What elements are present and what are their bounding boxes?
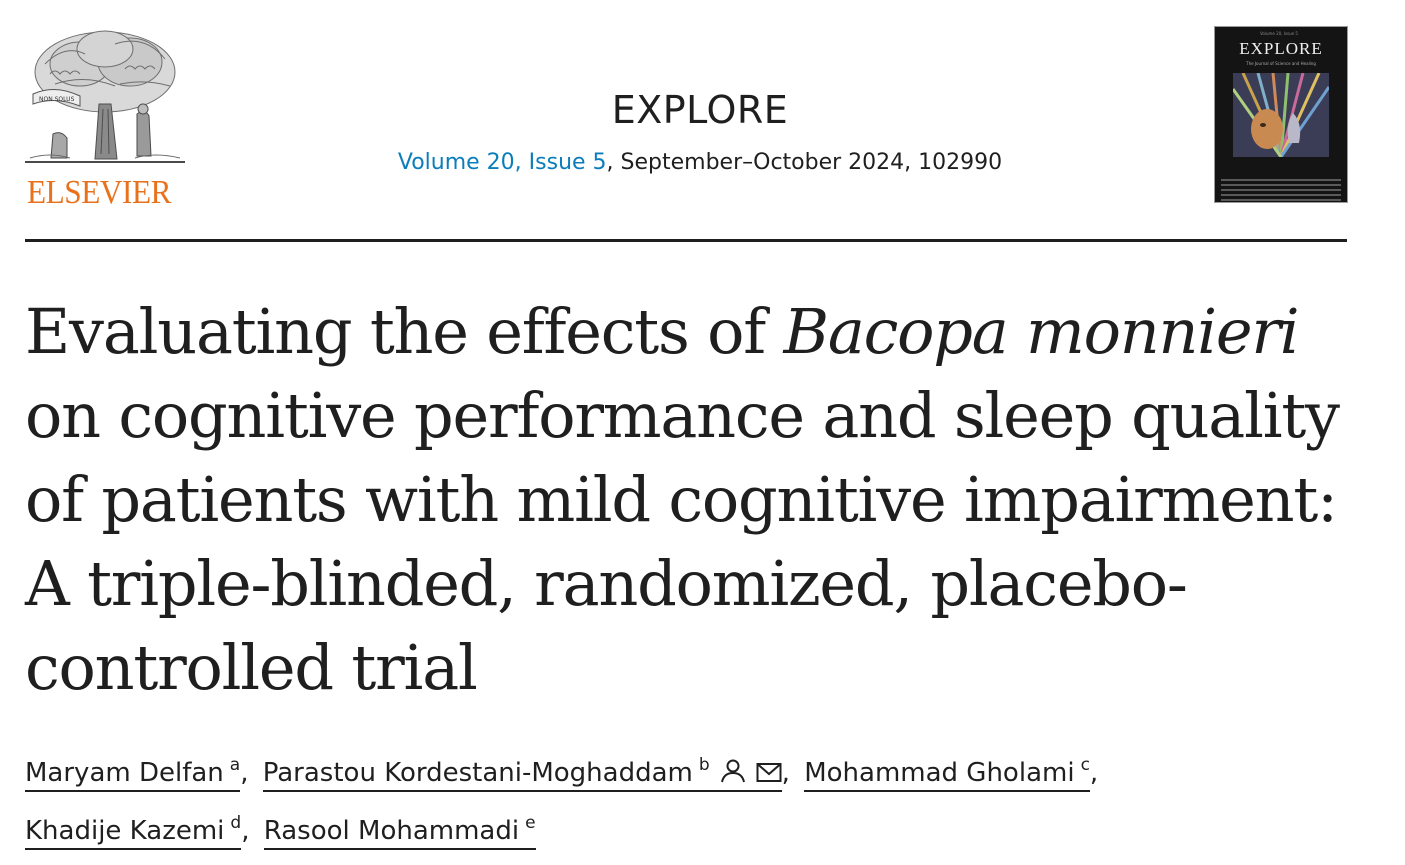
article-header — [25, 0, 1347, 242]
cover-contents-lines — [1221, 179, 1341, 203]
author-list — [25, 742, 1325, 855]
title-part-1: Evaluating the effects of — [25, 295, 784, 368]
author-link[interactable] — [263, 813, 536, 850]
elsevier-tree-logo — [25, 24, 185, 169]
corresponding-author-link[interactable] — [262, 755, 782, 792]
journal-cover-link[interactable] — [1214, 26, 1348, 203]
affiliation-marker: b — [698, 755, 710, 775]
title-species-name: Bacopa monnieri — [783, 295, 1299, 368]
author-line-2 — [25, 800, 1325, 855]
elsevier-logo-link[interactable] — [25, 24, 185, 210]
cover-topline: Volume 20, Issue 5 — [1260, 31, 1298, 36]
issue-date-pages: , September–October 2024, 102990 — [606, 150, 1003, 175]
issue-info — [325, 150, 1075, 175]
publisher-name: ELSEVIER — [27, 174, 172, 211]
issue-link[interactable]: Volume 20, Issue 5 — [397, 150, 607, 175]
author-name: Parastou Kordestani-Moghaddam — [262, 758, 693, 788]
header-divider — [25, 239, 1347, 242]
author-name: Maryam Delfan — [25, 758, 224, 788]
affiliation-marker: a — [229, 755, 241, 775]
svg-text:NON SOLUS: NON SOLUS — [39, 96, 75, 103]
author-link[interactable] — [25, 813, 242, 850]
author-separator: , — [781, 758, 790, 788]
author-link[interactable] — [25, 755, 241, 792]
author-name: Khadije Kazemi — [25, 816, 225, 846]
author-separator: , — [241, 816, 250, 846]
author-link[interactable] — [804, 755, 1090, 792]
author-separator: , — [1089, 758, 1099, 788]
affiliation-marker: e — [525, 813, 536, 833]
author-name: Rasool Mohammadi — [263, 816, 520, 846]
title-part-2: on cognitive performance and sleep quality of patients with mild cognitive impairment: A triple-blinded, randomized, placebo-controlled trial — [25, 379, 1339, 704]
article-title — [25, 290, 1355, 710]
cover-title: EXPLORE — [1239, 39, 1323, 58]
envelope-icon — [756, 753, 782, 800]
author-name: Mohammad Gholami — [804, 758, 1075, 788]
affiliation-marker: d — [230, 813, 242, 833]
cover-artwork — [1233, 73, 1329, 157]
affiliation-marker: c — [1080, 755, 1090, 775]
journal-title-link[interactable]: EXPLORE — [611, 88, 789, 132]
journal-info — [325, 88, 1075, 175]
author-line-1 — [25, 742, 1325, 800]
person-icon — [720, 753, 746, 800]
cover-subtitle: The Journal of Science and Healing — [1246, 61, 1316, 66]
author-separator: , — [240, 758, 249, 788]
